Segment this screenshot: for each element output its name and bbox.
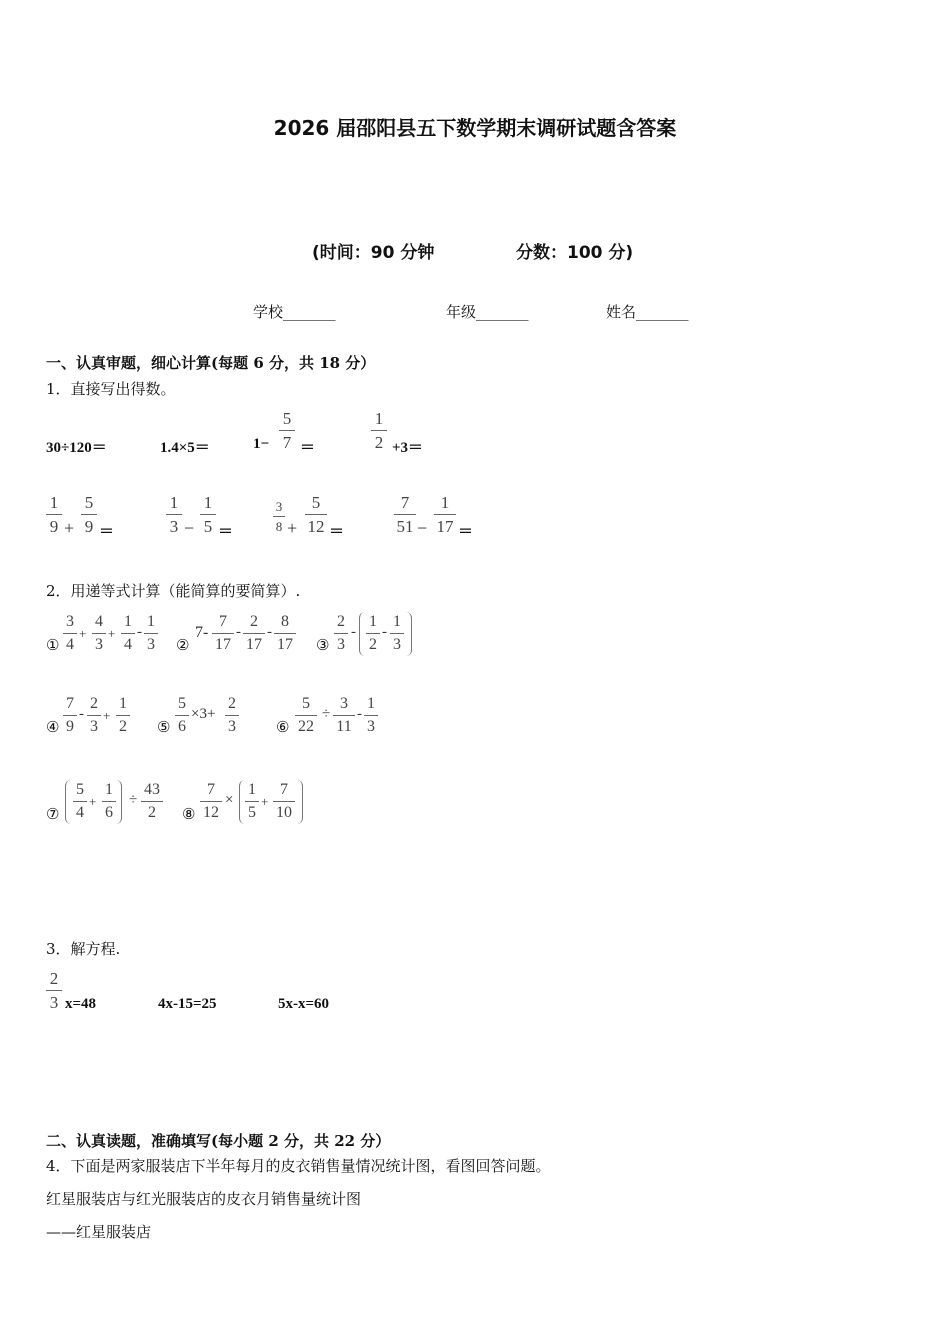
fraction: 1 2 — [116, 696, 130, 735]
fraction: 1 17 — [434, 494, 456, 535]
fraction: 1 4 — [121, 614, 135, 653]
question-4: 4．下面是两家服装店下半年每月的皮衣销售量情况统计图，看图回答问题。 — [46, 1157, 551, 1175]
divide-sign: ÷ — [129, 792, 138, 808]
fraction: 3 8 — [273, 500, 285, 533]
calc-1a: 30÷120＝ — [46, 440, 107, 456]
plus-sign: + — [79, 626, 87, 641]
equals: ＝ — [329, 524, 345, 540]
minus-sign: - — [79, 706, 84, 722]
school-field: 学校_______ — [253, 303, 336, 321]
fraction: 7 17 — [212, 614, 234, 653]
equation-c: 5x-x=60 — [278, 996, 330, 1012]
fraction: 2 3 — [334, 614, 348, 653]
label-4: ④ — [46, 718, 60, 736]
label-6: ⑥ — [276, 718, 290, 736]
minus-sign: - — [351, 624, 356, 640]
fraction: 5 22 — [295, 696, 317, 735]
fraction: 1 5 — [245, 782, 259, 821]
fraction: 5 6 — [175, 696, 189, 735]
legend-item: ——红星服装店 — [46, 1223, 152, 1241]
fraction: 2 3 — [46, 970, 62, 1011]
minus-sign: - — [236, 624, 241, 640]
fraction: 3 11 — [333, 696, 355, 735]
fraction: 7 51 — [394, 494, 416, 535]
grade-field: 年级_______ — [446, 303, 529, 321]
question-1: 1．直接写出得数。 — [46, 380, 176, 398]
fraction: 8 17 — [274, 614, 296, 653]
exam-time: (时间：90 分钟 — [312, 243, 435, 263]
fraction: 1 3 — [166, 494, 182, 535]
label-7: ⑦ — [46, 805, 60, 823]
name-field: 姓名_______ — [606, 303, 689, 321]
equation-b: 4x-15=25 — [158, 996, 217, 1012]
number: 7- — [195, 624, 209, 641]
minus-sign: − — [417, 518, 428, 538]
fraction: 1 2 — [371, 410, 387, 451]
chart-caption: 红星服装店与红光服装店的皮衣月销售量统计图 — [46, 1190, 362, 1208]
calc-1d-suffix: +3＝ — [392, 440, 424, 456]
label-1: ① — [46, 636, 60, 654]
minus-sign: − — [184, 518, 195, 538]
fraction: 1 3 — [364, 696, 378, 735]
fraction: 7 9 — [63, 696, 77, 735]
times-3-plus: ×3+ — [191, 706, 216, 722]
equals: ＝ — [458, 524, 474, 540]
label-3: ③ — [316, 636, 330, 654]
plus-sign: + — [261, 794, 269, 809]
section-1-heading: 一、认真审题，细心计算(每题 6 分，共 18 分） — [46, 354, 376, 372]
fraction: 1 2 — [366, 614, 380, 653]
exam-score: 分数：100 分) — [516, 243, 634, 263]
fraction: 5 12 — [305, 494, 327, 535]
question-2: 2．用递等式计算（能简算的要简算）. — [46, 582, 301, 600]
fraction: 1 3 — [144, 614, 158, 653]
fraction: 2 17 — [243, 614, 265, 653]
fraction: 43 2 — [141, 782, 163, 821]
plus-sign: + — [287, 518, 298, 538]
page-title: 2026 届邵阳县五下数学期末调研试题含答案 — [273, 116, 677, 140]
times-sign: × — [225, 792, 234, 808]
minus-sign: - — [267, 624, 272, 640]
fraction: 1 6 — [102, 782, 116, 821]
fraction: 5 4 — [73, 782, 87, 821]
equals: ＝ — [218, 524, 234, 540]
equals: ＝ — [99, 524, 115, 540]
calc-1c-suffix: ＝ — [300, 440, 316, 456]
fraction: 5 7 — [279, 410, 295, 451]
fraction: 5 9 — [81, 494, 97, 535]
plus-sign: + — [108, 626, 116, 641]
calc-1c-prefix: 1− — [253, 436, 270, 452]
section-2-heading: 二、认真读题，准确填写(每小题 2 分，共 22 分） — [46, 1132, 391, 1150]
fraction: 1 3 — [390, 614, 404, 653]
label-2: ② — [176, 636, 190, 654]
fraction: 7 10 — [273, 782, 295, 821]
fraction: 2 3 — [225, 696, 239, 735]
fraction: 7 12 — [200, 782, 222, 821]
calc-1b: 1.4×5＝ — [160, 440, 210, 456]
fraction: 4 3 — [92, 614, 106, 653]
fraction: 2 3 — [87, 696, 101, 735]
plus-sign: + — [103, 708, 111, 723]
plus-sign: + — [89, 794, 97, 809]
fraction: 3 4 — [63, 614, 77, 653]
plus-sign: + — [64, 518, 75, 538]
equation-a: x=48 — [65, 996, 97, 1012]
label-5: ⑤ — [157, 718, 171, 736]
question-3: 3．解方程. — [46, 940, 121, 958]
minus-sign: - — [137, 624, 142, 640]
fraction: 1 5 — [200, 494, 216, 535]
minus-sign: - — [382, 624, 387, 640]
fraction: 1 9 — [46, 494, 62, 535]
divide-sign: ÷ — [322, 706, 331, 722]
minus-sign: - — [357, 706, 362, 722]
label-8: ⑧ — [182, 805, 196, 823]
